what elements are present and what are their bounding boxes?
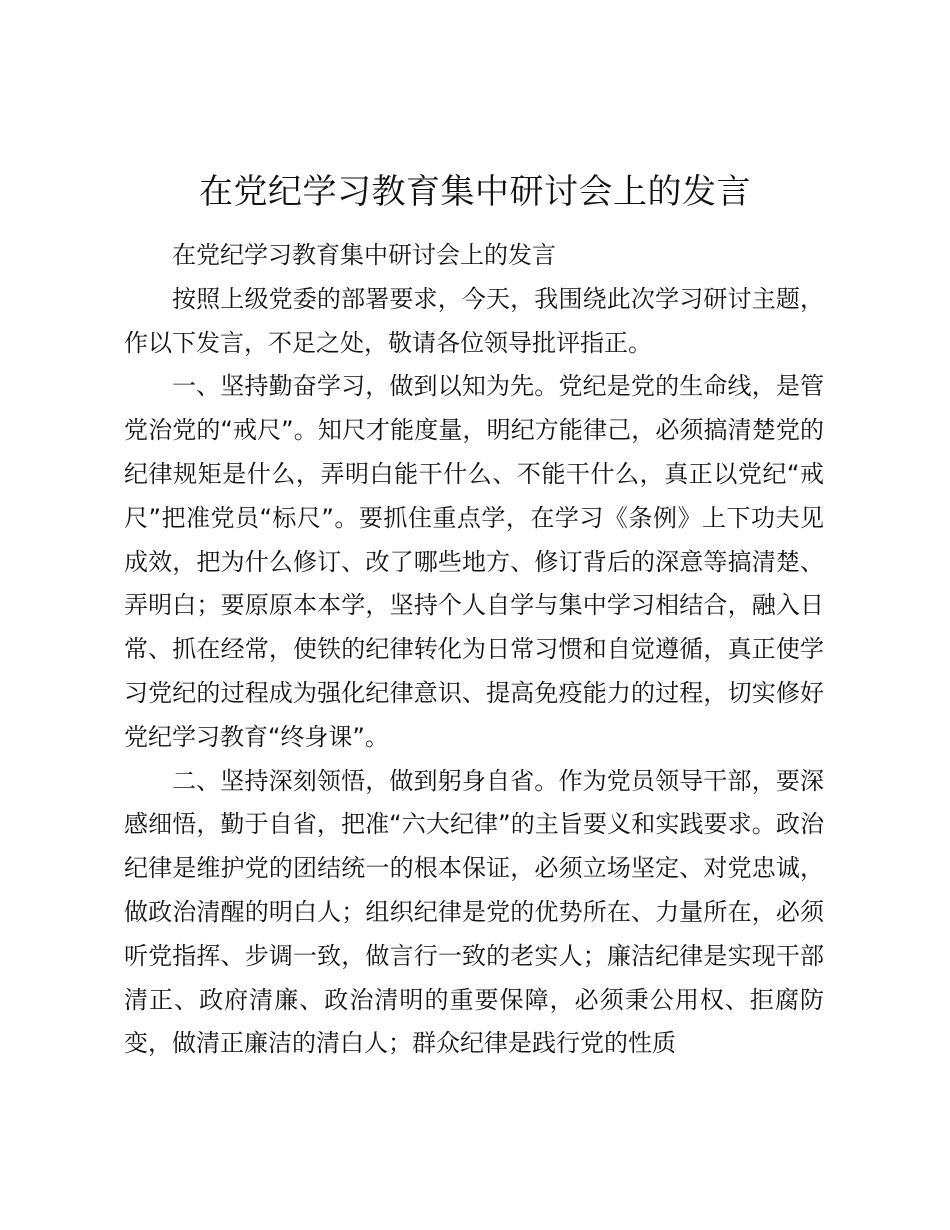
paragraph-intro: 按照上级党委的部署要求，今天，我围绕此次学习研讨主题，作以下发言，不足之处，敬请各位领导批评指正。: [124, 284, 824, 357]
document-body: [124, 234, 824, 1066]
paragraph-section-two: 二、坚持深刻领悟，做到躬身自省。作为党员领导干部，要深感细悟，勤于自省，把准“六大纪律”的主旨要义和实践要求。政治纪律是维护党的团结统一的根本保证，必须立场坚定、对党忠诚，做政治清醒的明白人；组织纪律是党的优势所在、力量所在，必须听党指挥、步调一致，做言行一致的老实人；廉洁纪律是实现干部清正、政府清廉、政治清明的重要保障，必须秉公用权、拒腐防变，做清正廉洁的清白人；群众纪律是践行党的性质: [124, 766, 824, 1058]
paragraph-section-one: 一、坚持勤奋学习，做到以知为先。党纪是党的生命线，是管党治党的“戒尺”。知尺才能度量，明纪方能律己，必须搞清楚党的纪律规矩是什么，弄明白能干什么、不能干什么，真正以党纪“戒尺”把准党员“标尺”。要抓住重点学，在学习《条例》上下功夫见成效，把为什么修订、改了哪些地方、修订背后的深意等搞清楚、弄明白；要原原本本学，坚持个人自学与集中学习相结合，融入日常、抓在经常，使铁的纪律转化为日常习惯和自觉遵循，真正使学习党纪的过程成为强化纪律意识、提高免疫能力的过程，切实修好党纪学习教育“终身课”。: [124, 372, 824, 751]
document-title: 在党纪学习教育集中研讨会上的发言: [199, 172, 751, 212]
paragraph-subtitle: 在党纪学习教育集中研讨会上的发言: [172, 241, 556, 269]
